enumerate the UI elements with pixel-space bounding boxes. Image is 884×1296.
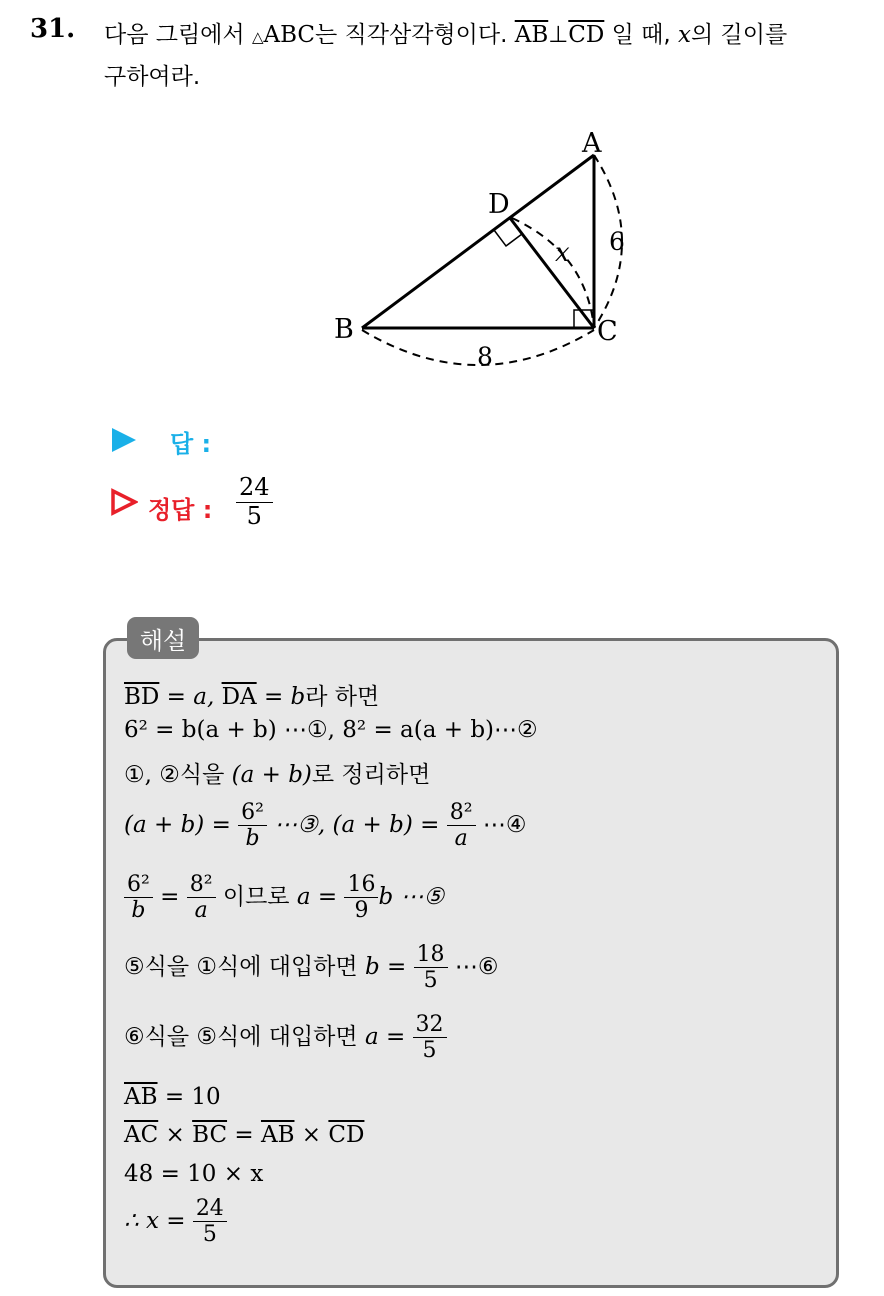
- question-text-line1: 다음 그림에서 △ABC는 직각삼각형이다. $\overline{AB}\perp\overline{CD}$ 일 때, x의 길이를: [104, 22, 788, 48]
- perp-symbol: ⊥: [548, 22, 569, 48]
- question-text-line2: 구하여라.: [104, 64, 201, 90]
- play-arrow-icon: [110, 426, 138, 454]
- solution-line-1: $\overline{BD} = a$, $\overline{DA} = b$라 하면: [124, 684, 380, 710]
- segment-cd-line: [510, 218, 594, 328]
- solution-line-2: 6² = b(a + b) ⋯①, 8² = a(a + b)⋯②: [124, 717, 538, 743]
- right-angle-d: [494, 230, 522, 246]
- vertex-b-label: B: [334, 314, 354, 345]
- solution-line-4: (a + b) = $\frac{\text{6²}}{b}$ ⋯③, (a + b) = $\frac{\text{8²}}{a}$ ⋯④: [124, 800, 527, 852]
- vertex-c-label: C: [597, 316, 618, 347]
- x-label: x: [555, 238, 570, 268]
- length-6-label: 6: [609, 227, 625, 256]
- vertex-d-label: D: [488, 189, 510, 220]
- triangle-figure: [0, 0, 884, 400]
- triangle-icon: △: [251, 28, 264, 46]
- solution-line-7: ⑥식을 ⑤식에 대입하면 a = $\frac{32}{5}$: [124, 1012, 447, 1064]
- vertex-a-label: A: [582, 128, 602, 159]
- solution-line-9: $\overline{AC} \times \overline{BC} = \overline{AB} \times \overline{CD}$: [124, 1122, 365, 1148]
- solution-line-6: ⑤식을 ①식에 대입하면 b = $\frac{18}{5}$ ⋯⑥: [124, 942, 499, 994]
- answer-label: 답 :: [170, 430, 212, 458]
- solution-line-5: $\frac{\text{6²}}{b}$ = $\frac{\text{8²}}{a}$ 이므로 a = $\frac{16}{9}$ b ⋯⑤: [124, 872, 444, 924]
- segment-ab: $\overline{AB}$: [514, 22, 549, 48]
- solution-line-8: $\overline{AB} = 10$: [124, 1084, 221, 1110]
- correct-answer-value: $\frac{24}{5}$: [236, 474, 273, 530]
- solution-line-11: ∴ x = $\frac{24}{5}$: [124, 1196, 227, 1248]
- segment-cd: $\overline{CD}$: [568, 22, 605, 48]
- outline-arrow-icon: [110, 488, 138, 516]
- solution-line-10: 48 = 10 × x: [124, 1161, 264, 1187]
- question-number: 31.: [30, 14, 76, 44]
- solution-tag: 해설: [127, 617, 199, 659]
- length-8-label: 8: [477, 342, 493, 371]
- solution-line-3: ①, ②식을 (a + b)로 정리하면: [124, 762, 431, 788]
- correct-answer-label: 정답 :: [148, 496, 213, 524]
